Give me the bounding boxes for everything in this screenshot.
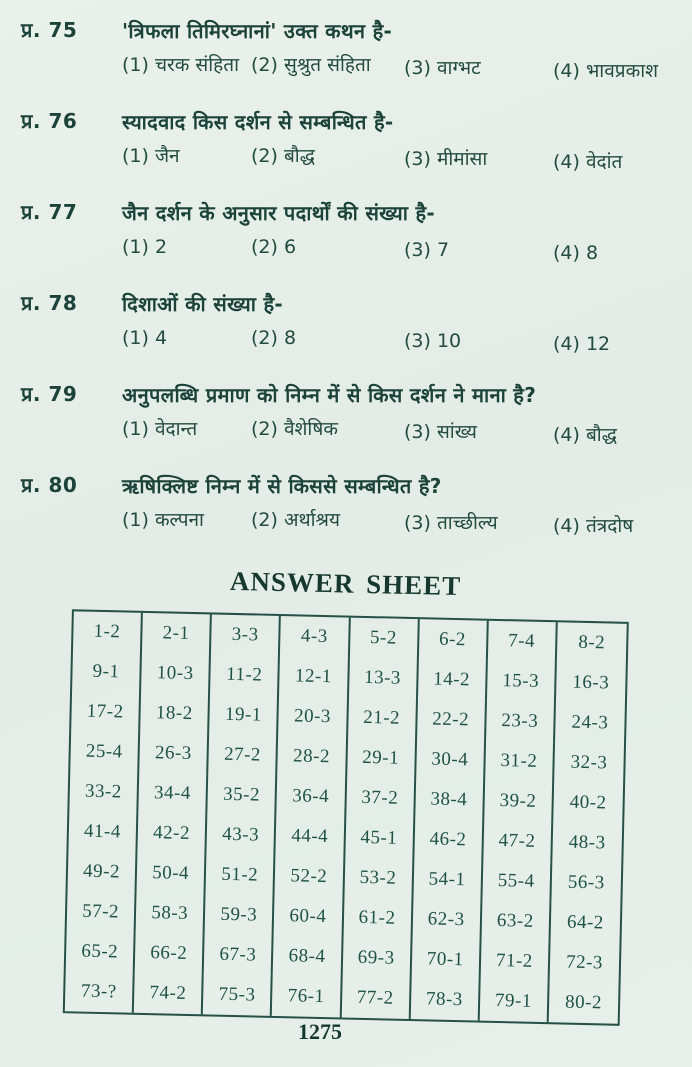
answer-cell: 72-3 — [565, 951, 604, 974]
answer-cell: 70-1 — [411, 939, 481, 981]
answer-cell: 8-2 — [578, 631, 606, 654]
answer-sheet-section — [0, 561, 692, 1028]
answer-cell: 31-2 — [485, 741, 555, 783]
answer-cell: 22-2 — [417, 699, 487, 741]
answer-cell: 78-3 — [410, 979, 480, 1021]
answer-cell: 46-2 — [414, 819, 484, 861]
answer-cell: 58-3 — [136, 893, 206, 935]
answer-cell: 47-2 — [483, 821, 553, 863]
answer-cell: 59-3 — [205, 894, 275, 936]
answer-cell: 17-2 — [71, 691, 141, 733]
option-3: (3) मीमांसा — [404, 148, 488, 170]
answer-cell: 67-3 — [204, 934, 274, 976]
option-4: (4) 8 — [553, 242, 599, 264]
option-4: (4) 12 — [553, 333, 611, 355]
answer-cell: 45-1 — [345, 818, 415, 860]
question-80 — [0, 471, 684, 535]
option-2: (2) बौद्ध — [251, 145, 315, 167]
question-80-text: ऋषिक्लिष्ट निम्न में से किससे सम्बन्धित है? — [122, 474, 442, 498]
answer-cell: 68-4 — [273, 936, 343, 978]
answer-cell: 76-1 — [272, 976, 342, 1018]
answer-cell: 21-2 — [348, 698, 418, 740]
answer-cell: 52-2 — [275, 856, 345, 898]
answer-cell: 32-3 — [570, 751, 608, 774]
option-4: (4) वेदांत — [553, 151, 623, 173]
question-76-number: प्र. 76 — [21, 109, 78, 133]
answer-cell: 43-3 — [207, 814, 277, 856]
question-75-number: प्र. 75 — [21, 18, 78, 42]
option-1: (1) कल्पना — [122, 509, 204, 531]
option-3: (3) ताच्छील्य — [404, 512, 498, 534]
question-75 — [0, 16, 684, 80]
answer-cell: 56-3 — [567, 871, 605, 894]
question-76 — [0, 107, 684, 171]
answer-cell: 50-4 — [137, 853, 207, 895]
answer-cell: 39-2 — [484, 781, 554, 823]
answer-cell: 18-2 — [140, 693, 210, 735]
question-78-number: प्र. 78 — [21, 291, 78, 315]
answer-cell: 41-4 — [68, 811, 138, 853]
option-1: (1) जैन — [122, 145, 180, 167]
answer-cell: 61-2 — [343, 898, 413, 940]
answer-cell: 3-3 — [211, 614, 281, 656]
option-2: (2) 6 — [251, 236, 297, 258]
page-number: 1275 — [298, 1019, 342, 1044]
question-79-text: अनुपलब्धि प्रमाण को निम्न में से किस दर्शन ने माना है? — [122, 383, 537, 407]
question-77-text: जैन दर्शन के अनुसार पदार्थों की संख्या है- — [122, 201, 436, 225]
question-75-options — [122, 50, 684, 80]
answer-cell: 13-3 — [348, 658, 418, 700]
answer-cell: 55-4 — [482, 861, 552, 903]
answer-cell: 10-3 — [141, 653, 211, 695]
option-1: (1) 2 — [122, 236, 168, 258]
question-78 — [0, 289, 684, 353]
question-75-text: 'त्रिफला तिमिरघ्नानां' उक्त कथन है- — [122, 19, 393, 43]
answer-cell: 60-4 — [274, 896, 344, 938]
answer-cell: 7-4 — [488, 621, 558, 663]
answer-cell: 40-2 — [569, 791, 607, 814]
option-3: (3) वाग्भट — [404, 57, 481, 79]
answer-cell: 14-2 — [418, 659, 488, 701]
question-78-options — [122, 323, 684, 353]
option-2: (2) वैशेषिक — [251, 418, 338, 440]
answer-cell: 73-? — [65, 971, 135, 1013]
answer-sheet-title: ANSWER SHEET — [229, 565, 462, 602]
option-1: (1) वेदान्त — [122, 418, 198, 440]
answer-cell: 11-2 — [210, 654, 280, 696]
answer-table — [63, 609, 629, 1026]
answer-cell: 37-2 — [346, 778, 416, 820]
option-3: (3) 7 — [404, 239, 450, 261]
question-79-number: प्र. 79 — [21, 382, 78, 406]
answer-cell: 75-3 — [203, 974, 273, 1016]
answer-cell: 27-2 — [208, 734, 278, 776]
question-78-text: दिशाओं की संख्या है- — [122, 292, 283, 316]
answer-cell: 42-2 — [138, 813, 208, 855]
answer-cell: 25-4 — [70, 731, 140, 773]
question-76-options — [122, 141, 684, 171]
answer-cell: 15-3 — [487, 661, 557, 703]
answer-cell: 48-3 — [568, 831, 606, 854]
answer-cell: 65-2 — [66, 931, 136, 973]
answer-cell: 23-3 — [486, 701, 556, 743]
answer-cell: 20-3 — [278, 696, 348, 738]
question-77 — [0, 198, 684, 262]
answer-cell: 34-4 — [138, 773, 208, 815]
answer-cell: 62-3 — [412, 899, 482, 941]
option-1: (1) चरक संहिता — [122, 54, 240, 76]
answer-cell: 28-2 — [278, 736, 348, 778]
answer-cell: 53-2 — [344, 858, 414, 900]
answer-cell: 30-4 — [416, 739, 486, 781]
option-2: (2) 8 — [251, 327, 297, 349]
question-79 — [0, 380, 684, 444]
question-76-text: स्यादवाद किस दर्शन से सम्बन्धित है- — [122, 110, 394, 134]
answer-cell: 24-3 — [571, 711, 609, 734]
answer-cell: 74-2 — [134, 973, 204, 1015]
question-77-options — [122, 232, 684, 262]
answer-cell: 16-3 — [572, 671, 610, 694]
question-77-number: प्र. 77 — [21, 200, 78, 224]
question-79-options — [122, 414, 684, 444]
option-3: (3) 10 — [404, 330, 462, 352]
option-1: (1) 4 — [122, 327, 168, 349]
answer-cell: 77-2 — [341, 978, 411, 1020]
answer-cell: 1-2 — [73, 611, 143, 653]
option-3: (3) सांख्य — [404, 421, 477, 443]
option-2: (2) सुश्रुत संहिता — [251, 54, 371, 76]
answer-cell: 33-2 — [69, 771, 139, 813]
answer-cell: 9-1 — [72, 651, 142, 693]
answer-cell: 69-3 — [342, 938, 412, 980]
option-4: (4) बौद्ध — [553, 424, 617, 446]
question-80-options — [122, 505, 684, 535]
answer-cell: 64-2 — [566, 911, 605, 934]
answer-cell: 4-3 — [280, 616, 350, 658]
option-4: (4) भावप्रकाश — [553, 60, 659, 82]
option-2: (2) अर्थाश्रय — [251, 509, 341, 531]
answer-cell: 19-1 — [209, 694, 279, 736]
answer-cell: 80-2 — [564, 991, 603, 1014]
answer-cell: 26-3 — [139, 733, 209, 775]
answer-cell: 2-1 — [142, 613, 212, 655]
answer-cell: 12-1 — [279, 656, 349, 698]
answer-cell: 35-2 — [208, 774, 278, 816]
answer-cell: 54-1 — [413, 859, 483, 901]
answer-cell: 51-2 — [206, 854, 276, 896]
answer-cell: 79-1 — [479, 981, 549, 1023]
answer-cell: 71-2 — [480, 941, 550, 983]
answer-cell: 66-2 — [135, 933, 205, 975]
answer-cell: 57-2 — [67, 891, 137, 933]
question-80-number: प्र. 80 — [21, 473, 78, 497]
answer-cell: 29-1 — [347, 738, 417, 780]
answer-cell: 38-4 — [415, 779, 485, 821]
option-4: (4) तंत्रदोष — [553, 515, 634, 537]
answer-cell: 63-2 — [481, 901, 551, 943]
answer-cell: 36-4 — [277, 776, 347, 818]
answer-cell: 5-2 — [349, 618, 419, 660]
answer-cell: 49-2 — [68, 851, 138, 893]
answer-cell: 6-2 — [419, 619, 489, 661]
answer-cell: 44-4 — [276, 816, 346, 858]
